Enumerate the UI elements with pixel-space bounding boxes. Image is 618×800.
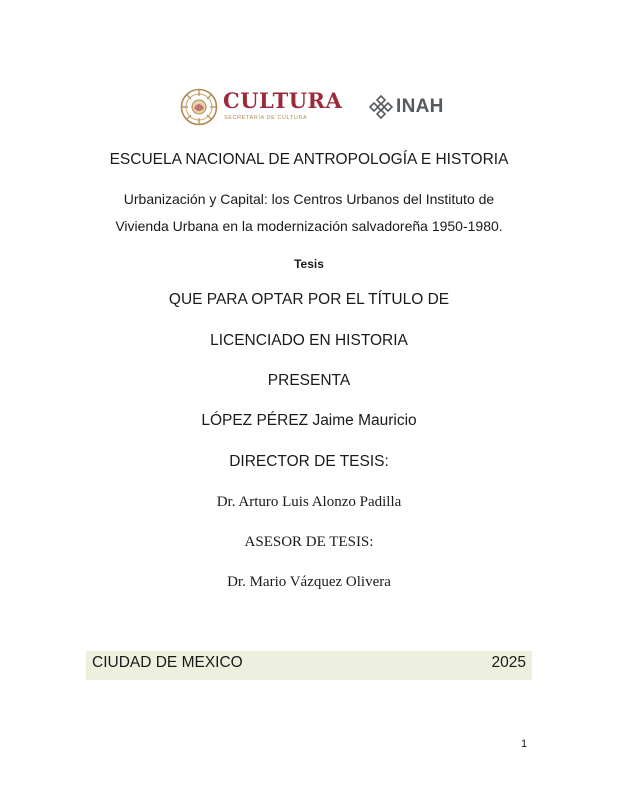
- author-name: LÓPEZ PÉREZ Jaime Mauricio: [201, 412, 417, 429]
- degree-line-2: LICENCIADO EN HISTORIA: [210, 332, 408, 349]
- thesis-title-line-1: Urbanización y Capital: los Centros Urbanos del Instituto de: [123, 191, 495, 207]
- city-label: CIUDAD DE MEXICO: [92, 654, 243, 671]
- inah-emblem-icon: [368, 94, 394, 120]
- school-name: ESCUELA NACIONAL DE ANTROPOLOGÍA E HISTORIA: [109, 151, 509, 168]
- presents-label: PRESENTA: [267, 372, 351, 389]
- thesis-title-line-2: Vivienda Urbana en la modernización salvadoreña 1950-1980.: [115, 218, 503, 234]
- footer-band: [86, 651, 532, 680]
- degree-line-1: QUE PARA OPTAR POR EL TÍTULO DE: [168, 291, 450, 308]
- director-label: DIRECTOR DE TESIS:: [229, 453, 389, 470]
- cultura-wordmark: CULTURA: [223, 88, 343, 113]
- page-number: 1: [521, 738, 528, 750]
- cultura-emblem-icon: [180, 88, 218, 126]
- inah-wordmark: INAH: [396, 96, 444, 117]
- director-name: Dr. Arturo Luis Alonzo Padilla: [216, 494, 402, 510]
- inah-logo: [368, 92, 452, 122]
- advisor-label: ASESOR DE TESIS:: [244, 534, 374, 550]
- cultura-subtitle: SECRETARÍA DE CULTURA: [224, 115, 308, 121]
- advisor-name: Dr. Mario Vázquez Olivera: [227, 574, 391, 590]
- year-label: 2025: [491, 654, 526, 671]
- cultura-logo: [180, 88, 342, 128]
- document-type: Tesis: [294, 257, 324, 271]
